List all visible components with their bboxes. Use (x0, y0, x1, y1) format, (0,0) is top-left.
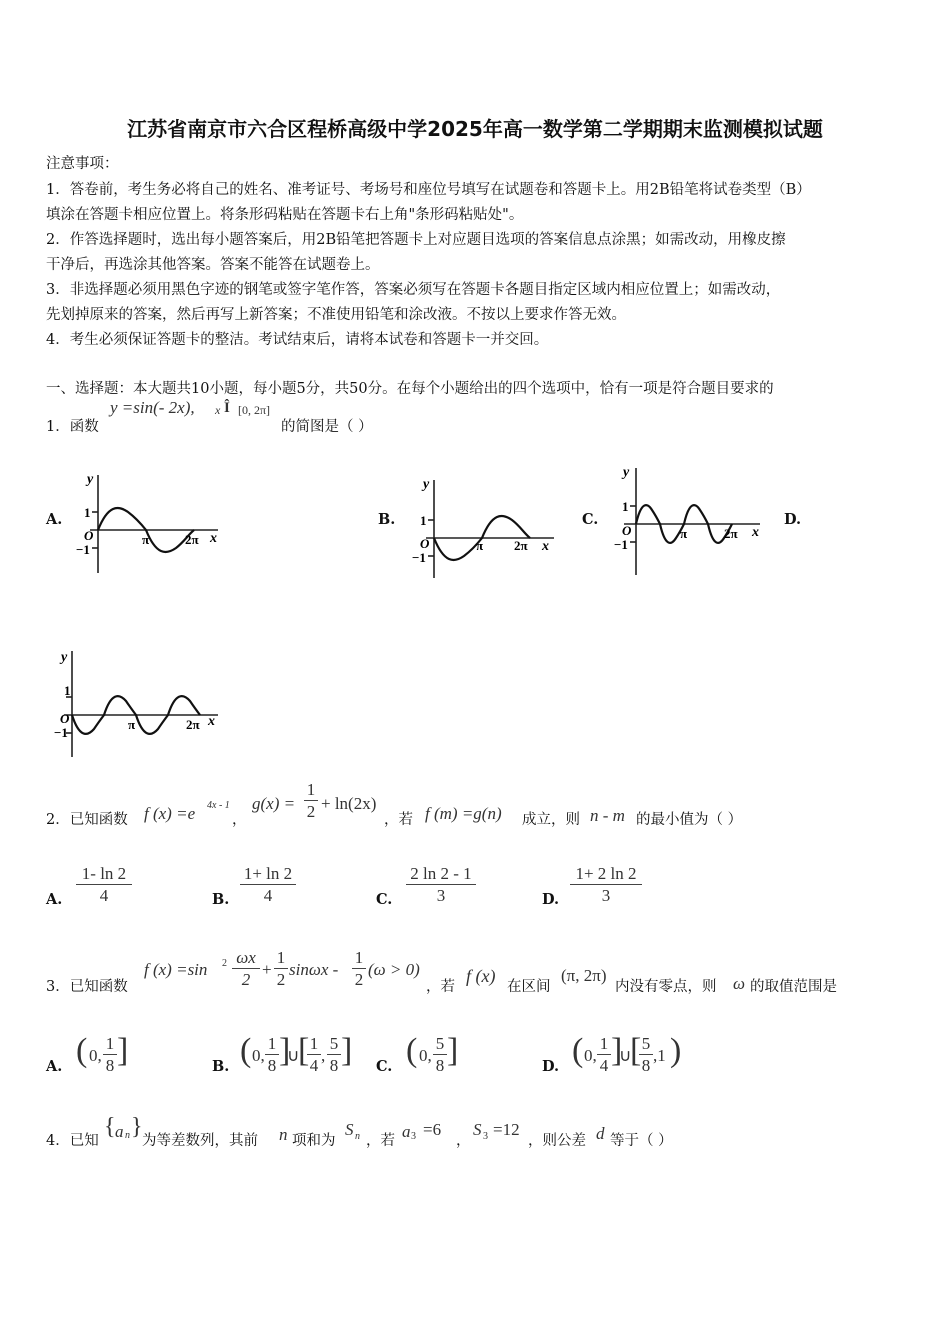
q4-n: n (279, 1125, 288, 1144)
q3-fraction-3: $\frac{1}{2}$ (352, 948, 366, 991)
q1-graph-b (406, 470, 566, 585)
q3-option-c-label: C. (376, 1058, 393, 1075)
bracket-close: ] (117, 1032, 129, 1069)
paren-open: ( (572, 1032, 584, 1069)
q2-expression: n - m (590, 806, 625, 825)
q3-option-a-label: A. (46, 1058, 63, 1075)
q2-option-c[interactable]: $\frac{2 \ln 2 - 1}{3}$ (406, 864, 476, 907)
fraction: $\frac{5}{8}$ (433, 1034, 447, 1077)
x-axis-label: x (542, 539, 549, 554)
bracket-close: ] (611, 1032, 623, 1069)
q3-option-b[interactable] (240, 1032, 352, 1080)
fraction: $\frac{1}{8}$ (103, 1034, 117, 1077)
q4-tail2: 等于（ ） (610, 1133, 673, 1149)
q4-sum: 项和为 (292, 1133, 336, 1149)
q3-option-d-label: D. (542, 1058, 560, 1075)
q3-condition: (ω > 0) (368, 960, 420, 979)
page-title: 江苏省南京市六合区程桥高级中学2025年高一数学第二学期期末监测模拟试题 (127, 117, 823, 141)
axes (64, 651, 218, 757)
q1-function: y =sin(- 2x), (110, 398, 195, 417)
union: ∪ (619, 1046, 632, 1065)
q2-option-a-label: A. (46, 891, 63, 908)
q2-option-d-label: D. (542, 891, 560, 908)
one-tick: 1 (420, 513, 427, 528)
q1-graph-c (608, 460, 773, 580)
q3-if: ，若 (426, 979, 455, 995)
bracket-close: ] (447, 1032, 459, 1069)
bracket-close: ] (341, 1032, 353, 1069)
notice-line: 填涂在答题卡相应位置上。将条形码粘贴在答题卡右上角"条形码粘贴处"。 (46, 207, 524, 223)
q2-sep: ， (232, 812, 247, 828)
q4-label: 4．已知 (46, 1133, 99, 1149)
q2-option-c-label: C. (376, 891, 393, 908)
q2-mid: 成立，则 (522, 812, 580, 828)
q4-a3-value: =6 (423, 1120, 442, 1139)
q3-tail: 内没有零点，则 (615, 979, 717, 995)
two-pi-tick: 2π (724, 526, 738, 541)
q4-S: S (345, 1120, 354, 1139)
q2-g-fraction: $\frac{1}{2}$ (304, 780, 318, 823)
axes (624, 468, 760, 575)
origin-label: O (622, 523, 632, 538)
q4-tail: ，则公差 (528, 1133, 586, 1149)
q3-sin: sinωx - (289, 960, 339, 979)
notice-heading: 注意事项： (46, 156, 119, 172)
pi-tick: π (680, 526, 688, 541)
paren-open: ( (240, 1032, 252, 1069)
notice-line: 先划掉原来的答案，然后再写上新答案；不准使用铅笔和涂改液。不按以上要求作答无效。 (46, 307, 626, 323)
q1-label: 1．函数 (46, 419, 99, 435)
fraction: $\frac{1}{4}$ (597, 1034, 611, 1077)
q1-interval: [0, 2π] (238, 403, 271, 417)
y-axis-label: y (61, 650, 68, 665)
x-axis-label: x (208, 714, 215, 729)
x-axis-label: x (752, 525, 759, 540)
axes (426, 480, 554, 578)
two-pi-tick: 2π (186, 717, 200, 732)
neg-one-tick: −1 (412, 550, 426, 565)
q3-f: f (x) =sin (144, 960, 208, 979)
q3-option-a[interactable] (76, 1032, 129, 1080)
q4-d: d (596, 1124, 605, 1143)
q1-option-c-label: C. (582, 511, 599, 528)
q3-option-d[interactable] (572, 1032, 684, 1080)
q2-option-a[interactable]: $\frac{1- \ln 2}{4}$ (76, 864, 132, 907)
one-tick: 1 (84, 505, 91, 520)
zero: 0, (419, 1046, 432, 1065)
fraction: $\frac{1}{8}$ (265, 1034, 279, 1077)
q4-S3: S (473, 1120, 482, 1139)
y-axis-label: y (623, 465, 630, 480)
q2-f: f (x) =e (144, 804, 196, 823)
paren-open: ( (76, 1032, 88, 1069)
q3-plus: + (262, 960, 272, 979)
q3-tail2: 的取值范围是 (750, 979, 837, 995)
q2-condition: f (m) =g(n) (425, 804, 502, 823)
q4-S3-value: =12 (493, 1120, 520, 1139)
q4-comma: ， (456, 1133, 471, 1149)
neg-one-tick: −1 (54, 725, 68, 740)
one-tick: 1 (622, 499, 629, 514)
q4-if: ，若 (366, 1133, 395, 1149)
pi-tick: π (476, 538, 484, 553)
origin-label: O (60, 711, 70, 726)
q1-tail: 的简图是（ ） (281, 419, 373, 435)
q4-a3-sub: 3 (411, 1131, 416, 1142)
q3-omega: ω (733, 974, 746, 993)
q2-g: g(x) = (252, 794, 296, 813)
two-pi-tick: 2π (514, 538, 528, 553)
notice-line: 2．作答选择题时，选出每小题答案后，用2B铅笔把答题卡上对应题目选项的答案信息点涂黑；如需改动，用橡皮擦 (46, 232, 786, 248)
q2-f-exponent: 4x - 1 (207, 800, 230, 811)
q1-graph-d (50, 645, 225, 760)
q2-option-b-label: B. (212, 891, 230, 908)
neg-one-tick: −1 (76, 542, 90, 557)
zero: 0, (252, 1046, 265, 1065)
fraction: $\frac{1}{4}$ (307, 1034, 321, 1077)
y-axis-label: y (423, 477, 430, 492)
paren-open: ( (406, 1032, 418, 1069)
bracket-close: ] (279, 1032, 291, 1069)
fraction: $\frac{5}{8}$ (327, 1034, 341, 1077)
q1-graph-a (70, 465, 230, 580)
bracket-open: [ (630, 1032, 642, 1069)
bracket-open: [ (298, 1032, 310, 1069)
origin-label: O (420, 536, 430, 551)
q3-label: 3．已知函数 (46, 979, 128, 995)
q2-option-d[interactable]: $\frac{1+ 2 \ln 2}{3}$ (570, 864, 642, 907)
q3-fx: f (x) (466, 966, 496, 986)
q4-a-sub: n (125, 1130, 130, 1141)
x-axis-label: x (210, 531, 217, 546)
q2-g-tail: + ln(2x) (321, 794, 377, 813)
q1-x: x (215, 403, 221, 417)
pi-tick: π (142, 532, 150, 547)
q3-interval: (π, 2π) (561, 966, 607, 985)
fraction: $\frac{5}{8}$ (639, 1034, 653, 1077)
comma-one: ,1 (653, 1046, 666, 1065)
union: ∪ (287, 1046, 300, 1065)
q3-option-b-label: B. (212, 1058, 230, 1075)
q3-fraction-2: $\frac{1}{2}$ (274, 948, 288, 991)
axes (90, 475, 218, 573)
notice-line: 1．答卷前，考生务必将自己的姓名、准考证号、考场号和座位号填写在试题卷和答题卡上。用2B铅笔将试卷类型（B） (46, 182, 811, 198)
q1-option-d-label: D. (784, 511, 802, 528)
y-axis-label: y (87, 472, 94, 487)
q2-label: 2．已知函数 (46, 812, 128, 828)
zero: 0, (584, 1046, 597, 1065)
one-tick: 1 (64, 683, 71, 698)
notice-line: 4．考生必须保证答题卡的整洁。考试结束后，请将本试卷和答题卡一并交回。 (46, 332, 549, 348)
q1-option-a-label: A. (46, 511, 63, 528)
q3-fraction-1: $\frac{\omega x}{2}$ (232, 948, 260, 991)
notice-line: 干净后，再选涂其他答案。答案不能答在试题卷上。 (46, 257, 380, 273)
q2-tail: 的最小值为（ ） (636, 812, 743, 828)
q4-arith: 为等差数列，其前 (142, 1133, 258, 1149)
q1-option-b-label: B. (378, 511, 396, 528)
origin-label: O (84, 528, 94, 543)
q3-option-c[interactable] (406, 1032, 459, 1080)
zero: 0, (89, 1046, 102, 1065)
q4-a3: a (402, 1122, 411, 1141)
q4-a: a (115, 1122, 124, 1141)
pi-tick: π (128, 717, 136, 732)
q1-in-symbol: Î (224, 400, 230, 416)
two-pi-tick: 2π (185, 532, 199, 547)
neg-one-tick: −1 (614, 537, 628, 552)
q4-brace-close: } (131, 1114, 143, 1140)
q3-in: 在区间 (507, 979, 551, 995)
section-heading: 一、选择题：本大题共10小题，每小题5分，共50分。在每个小题给出的四个选项中，恰有一项是符合题目要求的 (46, 381, 774, 397)
comma: , (321, 1046, 326, 1065)
q4-S-sub: n (355, 1131, 360, 1142)
q2-if: ，若 (384, 812, 413, 828)
q4-brace-open: { (104, 1114, 116, 1140)
q4-S3-sub: 3 (483, 1131, 488, 1142)
notice-line: 3．非选择题必须用黑色字迹的钢笔或签字笔作答，答案必须写在答题卡各题目指定区域内相应位置上；如需改动， (46, 282, 781, 298)
q3-square: 2 (222, 958, 227, 969)
q2-option-b[interactable]: $\frac{1+ \ln 2}{4}$ (240, 864, 296, 907)
paren-close: ) (670, 1032, 682, 1069)
